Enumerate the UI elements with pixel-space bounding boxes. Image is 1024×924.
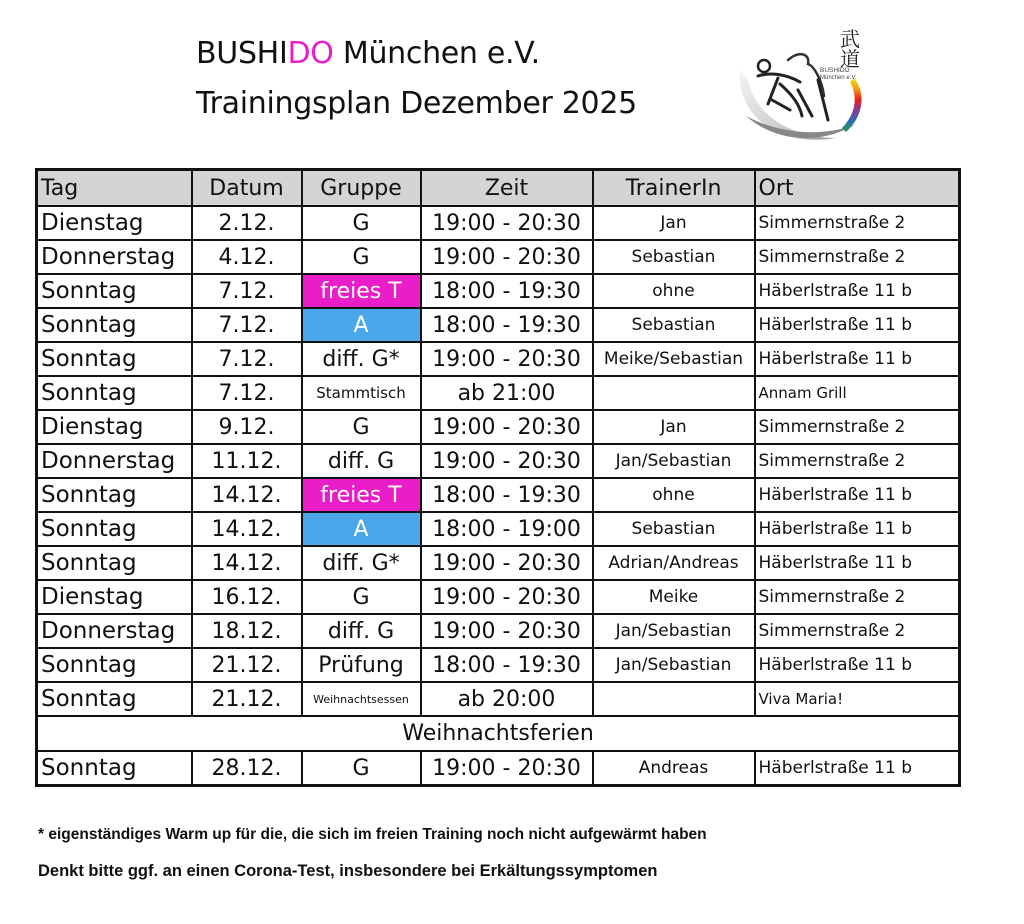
cell-trainer: Sebastian bbox=[593, 308, 755, 342]
logo-kanji-bu: 武 bbox=[840, 27, 860, 51]
cell-zeit: ab 21:00 bbox=[421, 376, 593, 410]
cell-datum: 21.12. bbox=[192, 648, 302, 682]
table-row bbox=[37, 240, 960, 274]
cell-tag: Donnerstag bbox=[37, 444, 192, 478]
cell-gruppe: G bbox=[302, 751, 421, 786]
cell-trainer bbox=[593, 376, 755, 410]
cell-gruppe: G bbox=[302, 410, 421, 444]
cell-datum: 9.12. bbox=[192, 410, 302, 444]
footnote-warmup: * eigenständiges Warm up für die, die sich im freien Training noch nicht aufgewärmt haben bbox=[38, 826, 707, 843]
cell-datum: 28.12. bbox=[192, 751, 302, 786]
club-logo bbox=[728, 20, 876, 148]
cell-gruppe: Prüfung bbox=[302, 648, 421, 682]
cell-ort: Annam Grill bbox=[755, 376, 960, 410]
logo-kanji-do: 道 bbox=[840, 47, 860, 71]
cell-trainer: Adrian/Andreas bbox=[593, 546, 755, 580]
table-row bbox=[37, 308, 960, 342]
cell-gruppe: G bbox=[302, 580, 421, 614]
cell-datum: 7.12. bbox=[192, 308, 302, 342]
cell-ort: Simmernstraße 2 bbox=[755, 240, 960, 274]
cell-datum: 14.12. bbox=[192, 478, 302, 512]
cell-gruppe-a: A bbox=[302, 512, 421, 546]
cell-ort: Häberlstraße 11 b bbox=[755, 648, 960, 682]
cell-zeit: 19:00 - 20:30 bbox=[421, 751, 593, 786]
cell-ort: Häberlstraße 11 b bbox=[755, 546, 960, 580]
cell-trainer: Jan bbox=[593, 410, 755, 444]
cell-tag: Dienstag bbox=[37, 206, 192, 240]
table-row bbox=[37, 342, 960, 376]
note-corona-test: Denkt bitte ggf. an einen Corona-Test, insbesondere bei Erkältungssymptomen bbox=[38, 862, 658, 880]
cell-datum: 7.12. bbox=[192, 342, 302, 376]
cell-tag: Sonntag bbox=[37, 274, 192, 308]
cell-zeit: 19:00 - 20:30 bbox=[421, 240, 593, 274]
cell-trainer: Jan bbox=[593, 206, 755, 240]
cell-ort: Häberlstraße 11 b bbox=[755, 751, 960, 786]
cell-tag: Sonntag bbox=[37, 648, 192, 682]
cell-tag: Sonntag bbox=[37, 342, 192, 376]
cell-tag: Donnerstag bbox=[37, 240, 192, 274]
cell-tag: Sonntag bbox=[37, 512, 192, 546]
column-header-ort: Ort bbox=[755, 170, 960, 207]
table-row bbox=[37, 614, 960, 648]
cell-ort: Häberlstraße 11 b bbox=[755, 308, 960, 342]
cell-zeit: 19:00 - 20:30 bbox=[421, 546, 593, 580]
cell-tag: Sonntag bbox=[37, 682, 192, 716]
column-header-datum: Datum bbox=[192, 170, 302, 207]
cell-gruppe: diff. G* bbox=[302, 546, 421, 580]
cell-ort: Simmernstraße 2 bbox=[755, 206, 960, 240]
cell-zeit: 19:00 - 20:30 bbox=[421, 444, 593, 478]
holiday-label: Weihnachtsferien bbox=[37, 716, 960, 751]
table-row bbox=[37, 274, 960, 308]
club-title bbox=[196, 36, 540, 72]
cell-ort: Simmernstraße 2 bbox=[755, 410, 960, 444]
club-title-part2: München e.V. bbox=[333, 36, 540, 71]
cell-tag: Sonntag bbox=[37, 376, 192, 410]
table-row bbox=[37, 206, 960, 240]
cell-trainer: ohne bbox=[593, 478, 755, 512]
cell-tag: Sonntag bbox=[37, 751, 192, 786]
cell-trainer: ohne bbox=[593, 274, 755, 308]
cell-zeit: 19:00 - 20:30 bbox=[421, 206, 593, 240]
club-title-accent: DO bbox=[287, 36, 334, 71]
cell-trainer: Jan/Sebastian bbox=[593, 648, 755, 682]
club-title-part1: BUSHI bbox=[196, 36, 288, 71]
cell-tag: Dienstag bbox=[37, 410, 192, 444]
cell-trainer: Sebastian bbox=[593, 240, 755, 274]
cell-zeit: 19:00 - 20:30 bbox=[421, 342, 593, 376]
cell-tag: Donnerstag bbox=[37, 614, 192, 648]
cell-tag: Sonntag bbox=[37, 478, 192, 512]
table-row bbox=[37, 410, 960, 444]
cell-gruppe-freies-training: freies T bbox=[302, 478, 421, 512]
cell-datum: 21.12. bbox=[192, 682, 302, 716]
cell-zeit: 19:00 - 20:30 bbox=[421, 580, 593, 614]
plan-title: Trainingsplan Dezember 2025 bbox=[196, 86, 637, 121]
cell-gruppe: diff. G bbox=[302, 444, 421, 478]
cell-datum: 11.12. bbox=[192, 444, 302, 478]
cell-datum: 7.12. bbox=[192, 274, 302, 308]
cell-gruppe: G bbox=[302, 240, 421, 274]
cell-trainer: Meike bbox=[593, 580, 755, 614]
table-row bbox=[37, 376, 960, 410]
column-header-zeit: Zeit bbox=[421, 170, 593, 207]
schedule-table bbox=[35, 168, 961, 787]
cell-trainer: Jan/Sebastian bbox=[593, 614, 755, 648]
table-row bbox=[37, 580, 960, 614]
cell-ort: Häberlstraße 11 b bbox=[755, 342, 960, 376]
cell-zeit: 18:00 - 19:30 bbox=[421, 478, 593, 512]
cell-zeit: 19:00 - 20:30 bbox=[421, 410, 593, 444]
cell-trainer: Sebastian bbox=[593, 512, 755, 546]
cell-trainer bbox=[593, 682, 755, 716]
cell-datum: 18.12. bbox=[192, 614, 302, 648]
table-row bbox=[37, 751, 960, 786]
cell-zeit: 18:00 - 19:30 bbox=[421, 308, 593, 342]
cell-trainer: Andreas bbox=[593, 751, 755, 786]
table-row bbox=[37, 648, 960, 682]
column-header-gruppe: Gruppe bbox=[302, 170, 421, 207]
cell-gruppe-a: A bbox=[302, 308, 421, 342]
cell-datum: 16.12. bbox=[192, 580, 302, 614]
table-row bbox=[37, 444, 960, 478]
cell-tag: Sonntag bbox=[37, 308, 192, 342]
cell-zeit: ab 20:00 bbox=[421, 682, 593, 716]
cell-gruppe: Weihnachtsessen bbox=[302, 682, 421, 716]
cell-trainer: Jan/Sebastian bbox=[593, 444, 755, 478]
cell-zeit: 18:00 - 19:30 bbox=[421, 274, 593, 308]
cell-ort: Häberlstraße 11 b bbox=[755, 274, 960, 308]
cell-tag: Dienstag bbox=[37, 580, 192, 614]
table-header-row bbox=[37, 170, 960, 207]
cell-zeit: 18:00 - 19:00 bbox=[421, 512, 593, 546]
cell-datum: 14.12. bbox=[192, 546, 302, 580]
cell-tag: Sonntag bbox=[37, 546, 192, 580]
column-header-trainer: TrainerIn bbox=[593, 170, 755, 207]
cell-ort: Simmernstraße 2 bbox=[755, 614, 960, 648]
logo-text-line1: BUSHIDO bbox=[820, 67, 850, 74]
holiday-row bbox=[37, 716, 960, 751]
cell-ort: Häberlstraße 11 b bbox=[755, 478, 960, 512]
cell-datum: 2.12. bbox=[192, 206, 302, 240]
cell-ort: Viva Maria! bbox=[755, 682, 960, 716]
cell-trainer: Meike/Sebastian bbox=[593, 342, 755, 376]
cell-datum: 7.12. bbox=[192, 376, 302, 410]
cell-gruppe: G bbox=[302, 206, 421, 240]
cell-zeit: 18:00 - 19:30 bbox=[421, 648, 593, 682]
cell-gruppe: Stammtisch bbox=[302, 376, 421, 410]
cell-gruppe: diff. G bbox=[302, 614, 421, 648]
cell-ort: Simmernstraße 2 bbox=[755, 444, 960, 478]
cell-gruppe-freies-training: freies T bbox=[302, 274, 421, 308]
table-row bbox=[37, 478, 960, 512]
cell-gruppe: diff. G* bbox=[302, 342, 421, 376]
table-row bbox=[37, 682, 960, 716]
cell-datum: 14.12. bbox=[192, 512, 302, 546]
cell-ort: Häberlstraße 11 b bbox=[755, 512, 960, 546]
column-header-tag: Tag bbox=[37, 170, 192, 207]
cell-ort: Simmernstraße 2 bbox=[755, 580, 960, 614]
logo-text-line2: München e.V. bbox=[820, 75, 857, 81]
cell-datum: 4.12. bbox=[192, 240, 302, 274]
cell-zeit: 19:00 - 20:30 bbox=[421, 614, 593, 648]
table-row bbox=[37, 546, 960, 580]
table-row bbox=[37, 512, 960, 546]
